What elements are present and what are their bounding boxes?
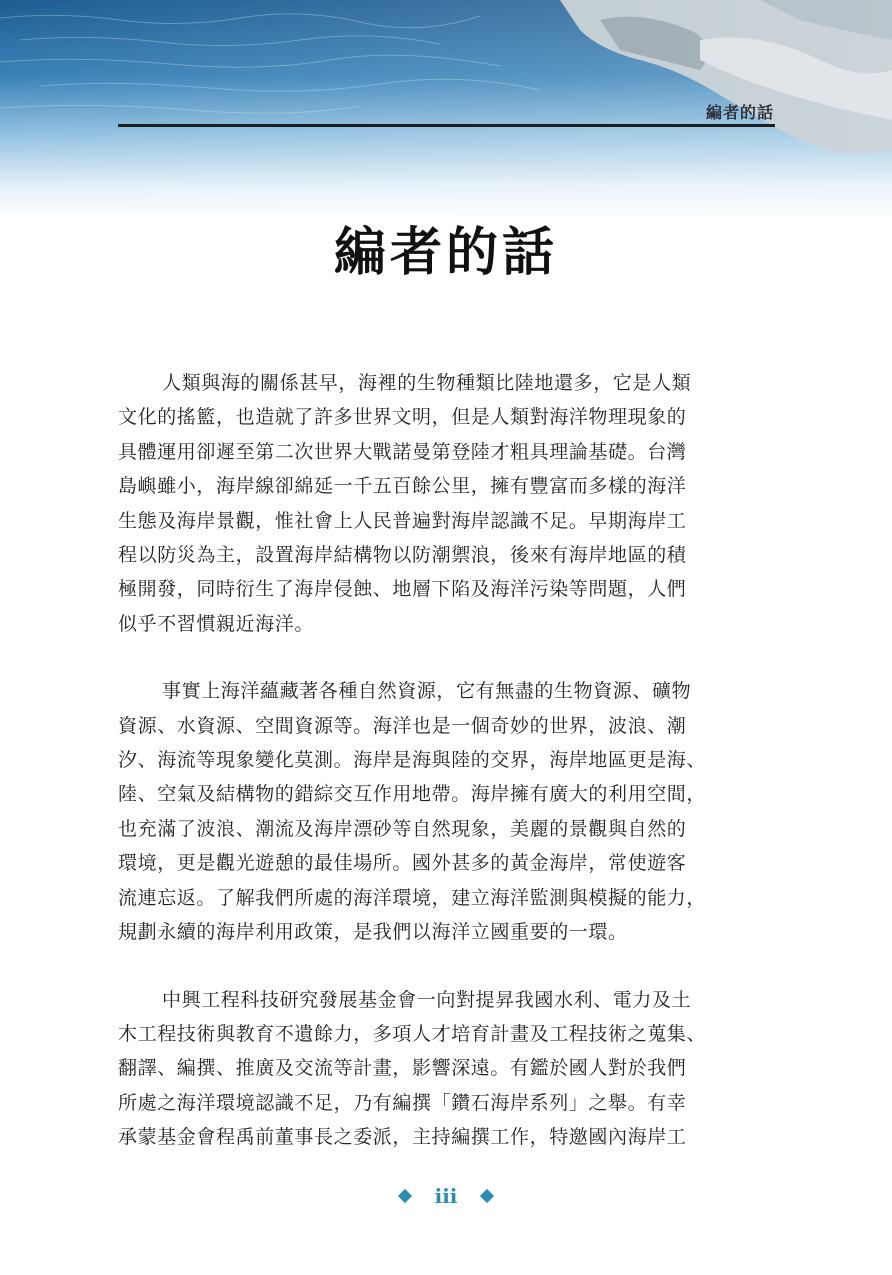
- paragraph-2: [118, 674, 778, 949]
- text-line: 事實上海洋蘊藏著各種自然資源，它有無盡的生物資源、礦物: [162, 680, 692, 703]
- text-line: 資源、水資源、空間資源等。海洋也是一個奇妙的世界，波浪、潮: [118, 714, 687, 737]
- body-text: [118, 366, 778, 1188]
- text-line: 島嶼雖小，海岸線卻綿延一千五百餘公里，擁有豐富而多樣的海洋: [118, 475, 687, 498]
- page-footer: [0, 1184, 892, 1208]
- text-line: 具體運用卻遲至第二次世界大戰諾曼第登陸才粗具理論基礎。台灣: [118, 440, 687, 463]
- paragraph-3: [118, 983, 778, 1155]
- paragraph-1: [118, 366, 778, 641]
- text-line: 生態及海岸景觀，惟社會上人民普遍對海岸認識不足。早期海岸工: [118, 509, 687, 532]
- text-line: 似乎不習慣親近海洋。: [118, 612, 315, 635]
- text-line: 承蒙基金會程禹前董事長之委派，主持編撰工作，特邀國內海岸工: [118, 1126, 687, 1149]
- text-line: 規劃永續的海岸利用政策，是我們以海洋立國重要的一環。: [118, 921, 628, 944]
- running-header-title: 編者的話: [705, 103, 774, 122]
- text-line: 文化的搖籃，也造就了許多世界文明，但是人類對海洋物理現象的: [118, 406, 687, 429]
- header-rule: [118, 124, 775, 127]
- text-line: 也充滿了波浪、潮流及海岸漂砂等自然現象，美麗的景觀與自然的: [118, 817, 687, 840]
- page-number: iii: [434, 1184, 458, 1208]
- text-line: 陸、空氣及結構物的錯綜交互作用地帶。海岸擁有廣大的利用空間，: [118, 783, 707, 806]
- diamond-left-icon: [398, 1188, 412, 1202]
- text-line: 流連忘返。了解我們所處的海洋環境，建立海洋監測與模擬的能力，: [118, 886, 707, 909]
- text-line: 木工程技術與教育不遺餘力，多項人才培育計畫及工程技術之蒐集、: [118, 1022, 707, 1045]
- text-line: 中興工程科技研究發展基金會一向對提昇我國水利、電力及土: [162, 988, 692, 1011]
- text-line: 汐、海流等現象變化莫測。海岸是海與陸的交界，海岸地區更是海、: [118, 749, 707, 772]
- text-line: 所處之海洋環境認識不足，乃有編撰「鑽石海岸系列」之舉。有幸: [118, 1091, 687, 1114]
- text-line: 人類與海的關係甚早，海裡的生物種類比陸地還多，它是人類: [162, 372, 692, 394]
- page-title: 編者的話: [333, 222, 558, 283]
- text-line: 極開發，同時衍生了海岸侵蝕、地層下陷及海洋污染等問題，人們: [118, 578, 687, 601]
- text-line: 程以防災為主，設置海岸結構物以防潮禦浪，後來有海岸地區的積: [118, 544, 687, 567]
- text-line: 翻譯、編撰、推廣及交流等計畫，影響深遠。有鑑於國人對於我們: [118, 1057, 687, 1080]
- text-line: 環境，更是觀光遊憩的最佳場所。國外甚多的黃金海岸，常使遊客: [118, 852, 687, 875]
- diamond-right-icon: [480, 1188, 494, 1202]
